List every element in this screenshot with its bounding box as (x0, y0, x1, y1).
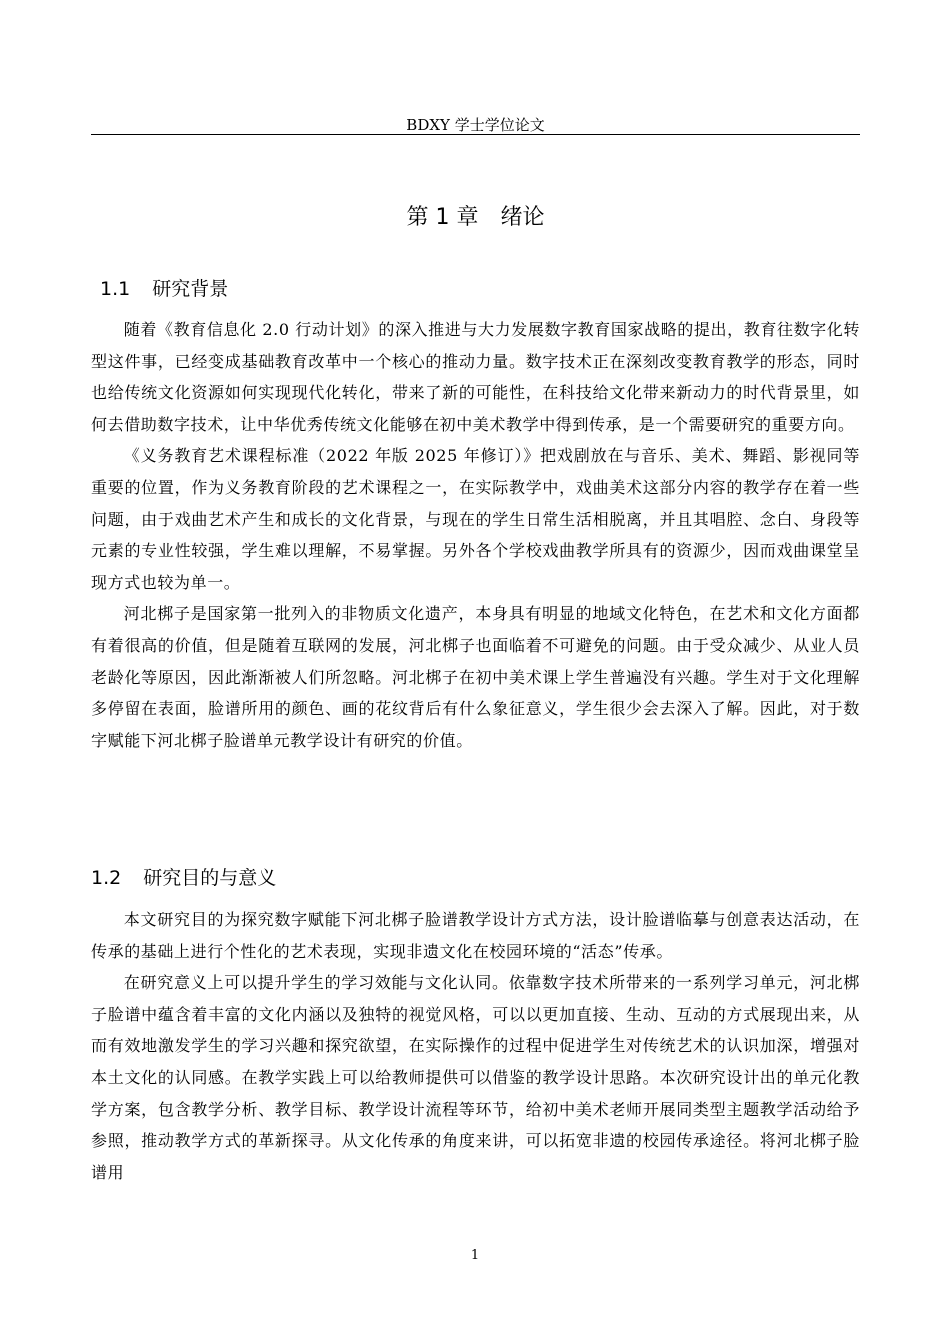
chapter-title (91, 203, 860, 233)
paragraph: 随着《教育信息化 2.0 行动计划》的深入推进与大力发展数字教育国家战略的提出，教育往数字化转型这件事，已经变成基础教育改革中一个核心的推动力量。数字技术正在深刻改变教育教学的形态，同时也给传统文化资源如何实现现代化转化，带来了新的可能性，在科技给文化带来新动力的时代背景里，如何去借助数字技术，让中华优秀传统文化能够在初中美术教学中得到传承，是一个需要研究的重要方向。 (91, 320, 860, 434)
section-title: 研究目的与意义 (143, 867, 277, 889)
section-body-1-2 (91, 904, 860, 1188)
chapter-name: 绪论 (500, 205, 545, 230)
section-heading-1-1 (100, 276, 228, 302)
running-header: BDXY 学士学位论文 (406, 116, 545, 134)
section-number: 1.1 (100, 278, 131, 300)
section-title: 研究背景 (152, 278, 229, 300)
section-heading-1-2 (91, 865, 276, 891)
header-rule (91, 134, 860, 135)
section-body-1-1 (91, 314, 860, 756)
paragraph: 本文研究目的为探究数字赋能下河北梆子脸谱教学设计方式方法，设计脸谱临摹与创意表达活动，在传承的基础上进行个性化的艺术表现，实现非遗文化在校园环境的“活态”传承。 (91, 910, 860, 961)
section-number: 1.2 (91, 867, 122, 889)
page-number: 1 (470, 1248, 480, 1263)
paragraph: 《义务教育艺术课程标准（2022 年版 2025 年修订）》把戏剧放在与音乐、美术、舞蹈、影视同等重要的位置，作为义务教育阶段的艺术课程之一，在实际教学中，戏曲美术这部分内容的教学存在着一些问题，由于戏曲艺术产生和成长的文化背景，与现在的学生日常生活相脱离，并且其唱腔、念白、身段等元素的专业性较强，学生难以理解，不易掌握。另外各个学校戏曲教学所具有的资源少，因而戏曲课堂呈现方式也较为单一。 (91, 446, 860, 592)
chapter-number: 第 1 章 (406, 205, 479, 230)
paragraph: 河北梆子是国家第一批列入的非物质文化遗产，本身具有明显的地域文化特色，在艺术和文化方面都有着很高的价值，但是随着互联网的发展，河北梆子也面临着不可避免的问题。由于受众减少、从业人员老龄化等原因，因此渐渐被人们所忽略。河北梆子在初中美术课上学生普遍没有兴趣。学生对于文化理解多停留在表面，脸谱所用的颜色、画的花纹背后有什么象征意义，学生很少会去深入了解。因此，对于数字赋能下河北梆子脸谱单元教学设计有研究的价值。 (91, 604, 860, 750)
paragraph: 在研究意义上可以提升学生的学习效能与文化认同。依靠数字技术所带来的一系列学习单元，河北梆子脸谱中蕴含着丰富的文化内涵以及独特的视觉风格，可以以更加直接、生动、互动的方式展现出来，从而有效地激发学生的学习兴趣和探究欲望，在实际操作的过程中促进学生对传统艺术的认识加深，增强对本土文化的认同感。在教学实践上可以给教师提供可以借鉴的教学设计思路。本次研究设计出的单元化教学方案，包含教学分析、教学目标、教学设计流程等环节，给初中美术老师开展同类型主题教学活动给予参照，推动教学方式的革新探寻。从文化传承的角度来讲，可以拓宽非遗的校园传承途径。将河北梆子脸谱用 (91, 973, 860, 1182)
